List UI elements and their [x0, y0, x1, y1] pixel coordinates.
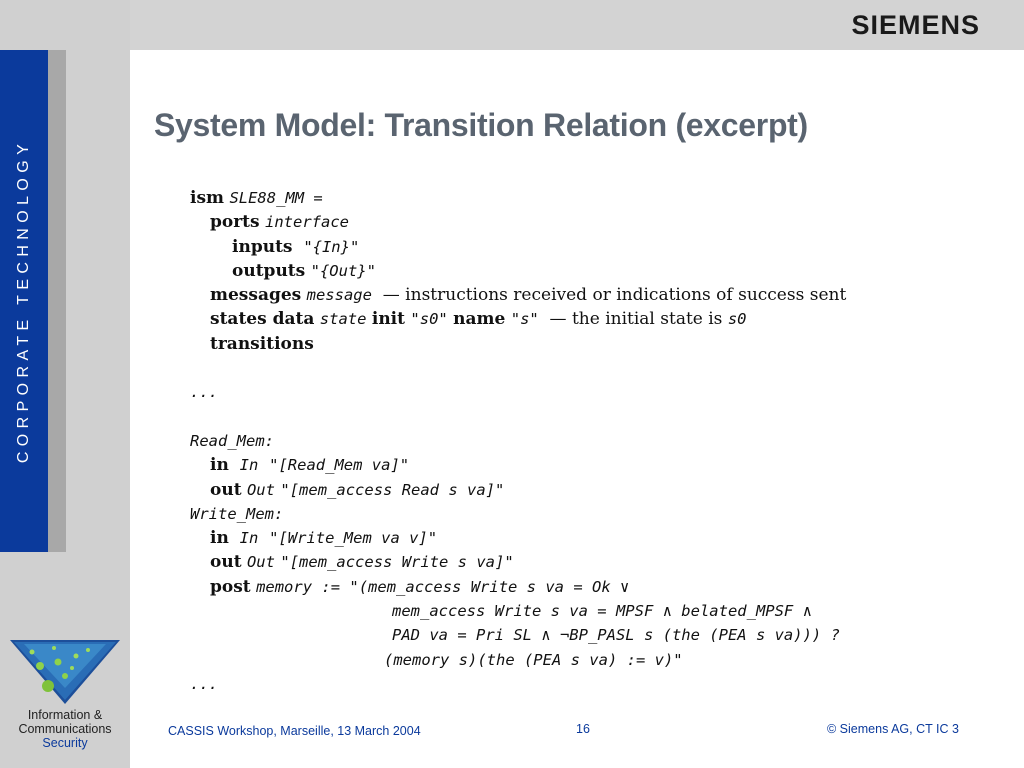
keyword: ports	[210, 212, 260, 233]
identifier: "{In}"	[303, 237, 360, 256]
identifier: message	[306, 286, 372, 305]
footer-line-security: Security	[42, 736, 88, 750]
keyword: in	[210, 528, 229, 549]
code-line	[190, 648, 990, 672]
page-number: 16	[576, 722, 590, 736]
keyword: init	[371, 309, 405, 330]
code-line	[190, 453, 990, 477]
footer-line-communications: Communications	[18, 722, 112, 736]
code-line	[190, 502, 990, 526]
identifier: "[mem_access Read s va]"	[280, 480, 505, 499]
footer-event: CASSIS Workshop, Marseille, 13 March 2004	[168, 724, 421, 738]
slide-title: System Model: Transition Relation (excerpt)	[154, 107, 808, 143]
keyword: out	[210, 552, 242, 573]
identifier: "{Out}"	[310, 261, 376, 280]
corporate-label-wrap	[0, 50, 48, 552]
expression: PAD va = Pri SL ∧ ¬BP_PASL s (the (PEA s va))) ?	[392, 626, 840, 645]
code-line	[190, 575, 990, 599]
code-line	[190, 259, 990, 283]
identifier: "[Read_Mem va]"	[269, 456, 410, 475]
identifier: Out	[246, 480, 275, 499]
keyword: post	[210, 576, 251, 597]
code-line	[190, 235, 990, 259]
identifier: Out	[246, 553, 275, 572]
code-line	[190, 478, 990, 502]
identifier: s0	[727, 310, 747, 329]
comment: — instructions received or indications of success sent	[382, 285, 847, 306]
corporate-bar-shadow	[48, 50, 66, 552]
keyword: states data	[210, 309, 315, 330]
identifier: "[Write_Mem va v]"	[269, 529, 438, 548]
code-line	[190, 210, 990, 234]
identifier: "s0"	[410, 310, 448, 329]
keyword: inputs	[232, 236, 293, 257]
keyword: messages	[210, 285, 302, 306]
identifier: memory := "(mem_access Write s va = Ok ∨	[256, 577, 630, 596]
code-line-blank	[190, 405, 990, 429]
transition-name: Write_Mem:	[190, 504, 284, 523]
keyword: transitions	[210, 333, 314, 354]
keyword: outputs	[232, 260, 306, 281]
code-line	[190, 332, 990, 356]
identifier: "s"	[510, 310, 539, 329]
identifier: In	[239, 456, 259, 475]
ellipsis: ...	[190, 674, 218, 693]
identifier: "[mem_access Write s va]"	[280, 553, 514, 572]
code-line	[190, 526, 990, 550]
keyword: in	[210, 455, 229, 476]
expression: (memory s)(the (PEA s va) := v)"	[384, 650, 683, 669]
keyword: ism	[190, 188, 225, 208]
code-line	[190, 599, 990, 623]
copyright: © Siemens AG, CT IC 3	[827, 722, 959, 736]
code-line	[190, 186, 990, 210]
expression: mem_access Write s va = MPSF ∧ belated_MPSF ∧	[392, 602, 812, 621]
code-line	[190, 283, 990, 307]
sidebar-footer	[0, 708, 130, 750]
identifier: SLE88_MM =	[229, 189, 323, 207]
code-block	[190, 186, 990, 696]
transition-name: Read_Mem:	[190, 431, 274, 450]
code-line	[190, 307, 990, 331]
keyword: out	[210, 479, 242, 500]
identifier: interface	[265, 213, 350, 232]
code-line-blank	[190, 356, 990, 380]
corporate-technology-label: CORPORATE TECHNOLOGY	[15, 138, 33, 464]
ellipsis: ...	[190, 383, 218, 402]
keyword: name	[453, 309, 506, 330]
triangle-logo-icon	[10, 636, 120, 706]
footer-line-info: Information &	[27, 708, 103, 722]
code-line	[190, 429, 990, 453]
identifier: In	[239, 529, 259, 548]
siemens-logo: SIEMENS	[851, 10, 980, 40]
code-line	[190, 550, 990, 574]
identifier: state	[319, 310, 367, 329]
code-line	[190, 623, 990, 647]
comment: — the initial state is	[549, 309, 723, 330]
code-line	[190, 672, 990, 696]
code-line	[190, 380, 990, 404]
